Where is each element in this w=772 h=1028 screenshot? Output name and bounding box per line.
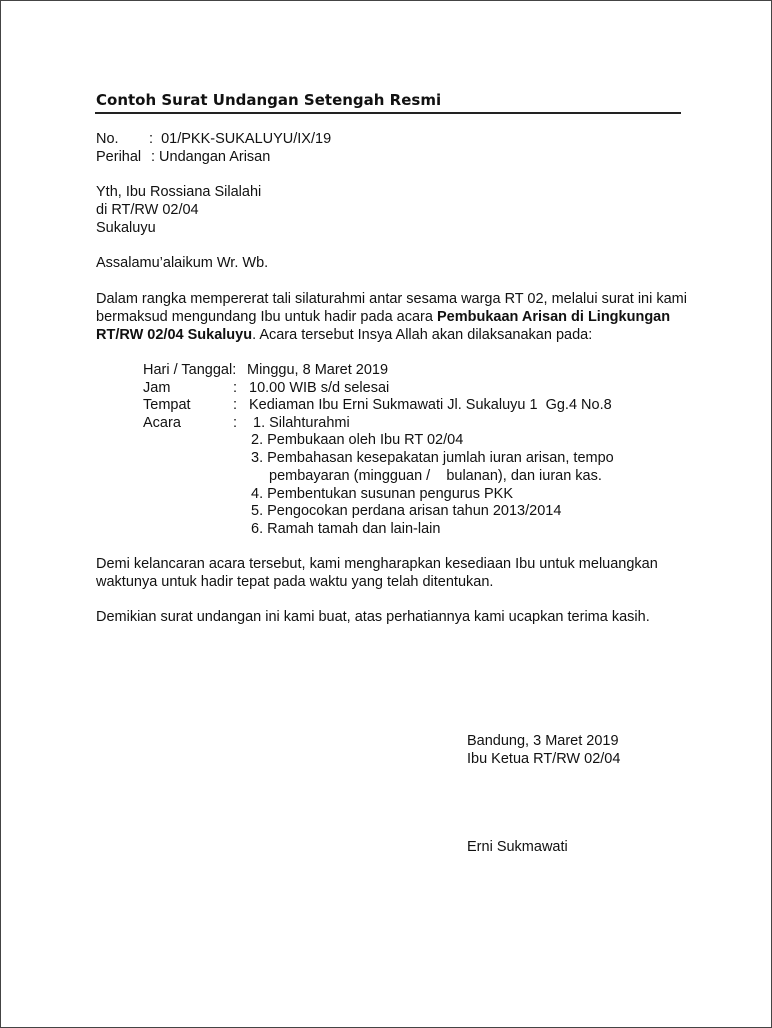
page-title: Contoh Surat Undangan Setengah Resmi <box>96 91 442 109</box>
place-colon: : <box>233 397 238 413</box>
agenda-item: 4. Pembentukan susunan pengurus PKK <box>251 486 513 502</box>
place-label: Tempat <box>143 397 191 413</box>
subject-label: Perihal <box>96 149 142 165</box>
body-line-2-text: bermaksud mengundang Ibu untuk hadir pada acara <box>96 309 437 325</box>
greeting: Assalamu’alaikum Wr. Wb. <box>96 255 269 271</box>
closing-line-1: Demi kelancaran acara tersebut, kami mengharapkan kesediaan Ibu untuk meluangkan <box>96 556 658 572</box>
signer-name: Erni Sukmawati <box>467 839 568 855</box>
event-name-part-1: Pembukaan Arisan di Lingkungan <box>436 309 671 325</box>
agenda-label: Acara <box>143 415 181 431</box>
day-date-value: Minggu, 8 Maret 2019 <box>247 362 389 378</box>
agenda-item: 1. Silahturahmi <box>253 415 350 431</box>
signer-position: Ibu Ketua RT/RW 02/04 <box>467 751 621 767</box>
body-line-2 <box>96 309 670 326</box>
time-colon: : <box>233 380 238 396</box>
event-name-part-2: RT/RW 02/04 Sukaluyu <box>96 327 253 343</box>
recipient-city: Sukaluyu <box>96 220 156 236</box>
place-value: Kediaman Ibu Erni Sukmawati Jl. Sukaluyu 1 Gg.4 No.8 <box>249 397 612 413</box>
number-value: : 01/PKK-SUKALUYU/IX/19 <box>149 131 332 147</box>
time-label: Jam <box>143 380 171 396</box>
number-label: No. <box>96 131 119 147</box>
title-underline <box>95 112 681 114</box>
agenda-item: 2. Pembukaan oleh Ibu RT 02/04 <box>251 432 464 448</box>
day-date-label: Hari / Tanggal: <box>143 362 237 378</box>
recipient-address: di RT/RW 02/04 <box>96 202 199 218</box>
time-value: 10.00 WIB s/d selesai <box>249 380 390 396</box>
agenda-item: 6. Ramah tamah dan lain-lain <box>251 521 441 537</box>
agenda-item: 3. Pembahasan kesepakatan jumlah iuran arisan, tempo <box>251 450 614 466</box>
body-line-3 <box>96 327 592 344</box>
subject-value: : Undangan Arisan <box>151 149 271 165</box>
body-line-1: Dalam rangka mempererat tali silaturahmi antar sesama warga RT 02, melalui surat ini kami <box>96 291 687 307</box>
body-line-3-text: . Acara tersebut Insya Allah akan dilaksanakan pada: <box>252 327 593 343</box>
agenda-item: 5. Pengocokan perdana arisan tahun 2013/2014 <box>251 503 562 519</box>
agenda-item-continuation: pembayaran (mingguan / bulanan), dan iuran kas. <box>269 468 602 484</box>
place-and-date: Bandung, 3 Maret 2019 <box>467 733 619 749</box>
recipient-name: Yth, Ibu Rossiana Silalahi <box>96 184 262 200</box>
agenda-colon: : <box>233 415 238 431</box>
closing-line-3: Demikian surat undangan ini kami buat, atas perhatiannya kami ucapkan terima kasih. <box>96 609 650 625</box>
closing-line-2: waktunya untuk hadir tepat pada waktu yang telah ditentukan. <box>96 574 494 590</box>
